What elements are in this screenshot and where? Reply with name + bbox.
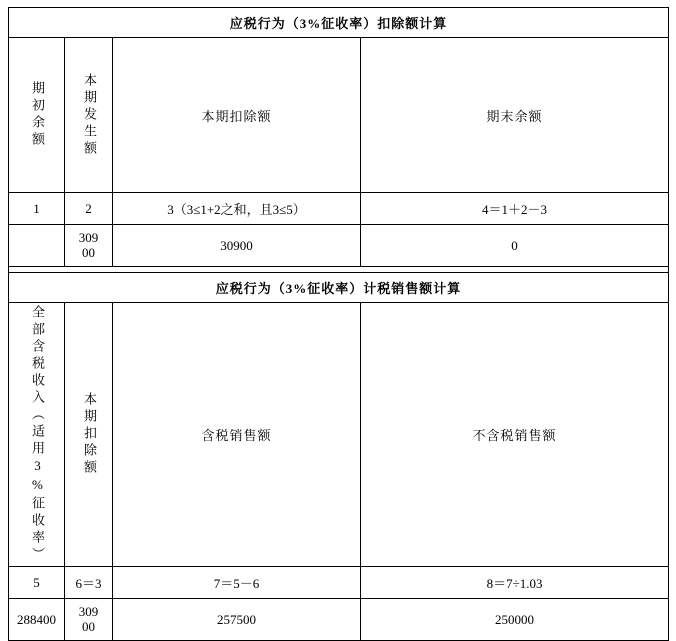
table-row	[9, 225, 669, 267]
section-title-deduction: 应税行为（3%征收率）扣除额计算	[9, 8, 669, 38]
formula-cell-6: 6＝3	[65, 567, 113, 599]
header-current-deduction-2	[65, 303, 113, 567]
formula-cell-8: 8＝7÷1.03	[361, 567, 669, 599]
value-cell-current-deduction-2	[65, 599, 113, 641]
header-current-deduction-2-label: 本期扣除额	[81, 392, 97, 477]
formula-cell-4: 4＝1＋2－3	[361, 193, 669, 225]
table-row	[9, 303, 669, 567]
table-row	[9, 193, 669, 225]
header-total-tax-inclusive-income	[9, 303, 65, 567]
value-cell-current-deduction-2-line1: 309	[78, 603, 99, 619]
value-cell-current-amount-line1: 309	[78, 229, 99, 245]
value-cell-initial-balance	[9, 225, 65, 267]
header-current-amount	[65, 38, 113, 193]
table-row	[9, 8, 669, 38]
section-title-sales: 应税行为（3%征收率）计税销售额计算	[9, 273, 669, 303]
value-cell-current-amount	[65, 225, 113, 267]
document-page	[0, 7, 676, 634]
formula-cell-1: 1	[9, 193, 65, 225]
formula-cell-7: 7＝5－6	[113, 567, 361, 599]
value-cell-total-income: 288400	[9, 599, 65, 641]
value-cell-current-deduction: 30900	[113, 225, 361, 267]
formula-cell-3: 3（3≤1+2之和，且3≤5）	[113, 193, 361, 225]
table-row	[9, 599, 669, 641]
table-row	[9, 38, 669, 193]
header-initial-balance	[9, 38, 65, 193]
value-cell-current-deduction-2-line2: 00	[82, 618, 95, 634]
tax-calculation-table	[8, 7, 669, 641]
header-initial-balance-label: 期初余额	[29, 81, 45, 149]
value-cell-tax-exclusive-sales: 250000	[361, 599, 669, 641]
formula-cell-2: 2	[65, 193, 113, 225]
header-current-deduction: 本期扣除额	[113, 38, 361, 193]
header-total-tax-inclusive-income-label: 全部含税收入（适用3%征收率）	[29, 305, 45, 564]
header-tax-exclusive-sales: 不含税销售额	[361, 303, 669, 567]
header-current-amount-label: 本期发生额	[81, 72, 97, 158]
value-cell-ending-balance: 0	[361, 225, 669, 267]
value-cell-tax-inclusive-sales: 257500	[113, 599, 361, 641]
header-ending-balance: 期末余额	[361, 38, 669, 193]
table-row	[9, 273, 669, 303]
header-tax-inclusive-sales: 含税销售额	[113, 303, 361, 567]
formula-cell-5: 5	[9, 567, 65, 599]
value-cell-current-amount-line2: 00	[82, 244, 95, 260]
